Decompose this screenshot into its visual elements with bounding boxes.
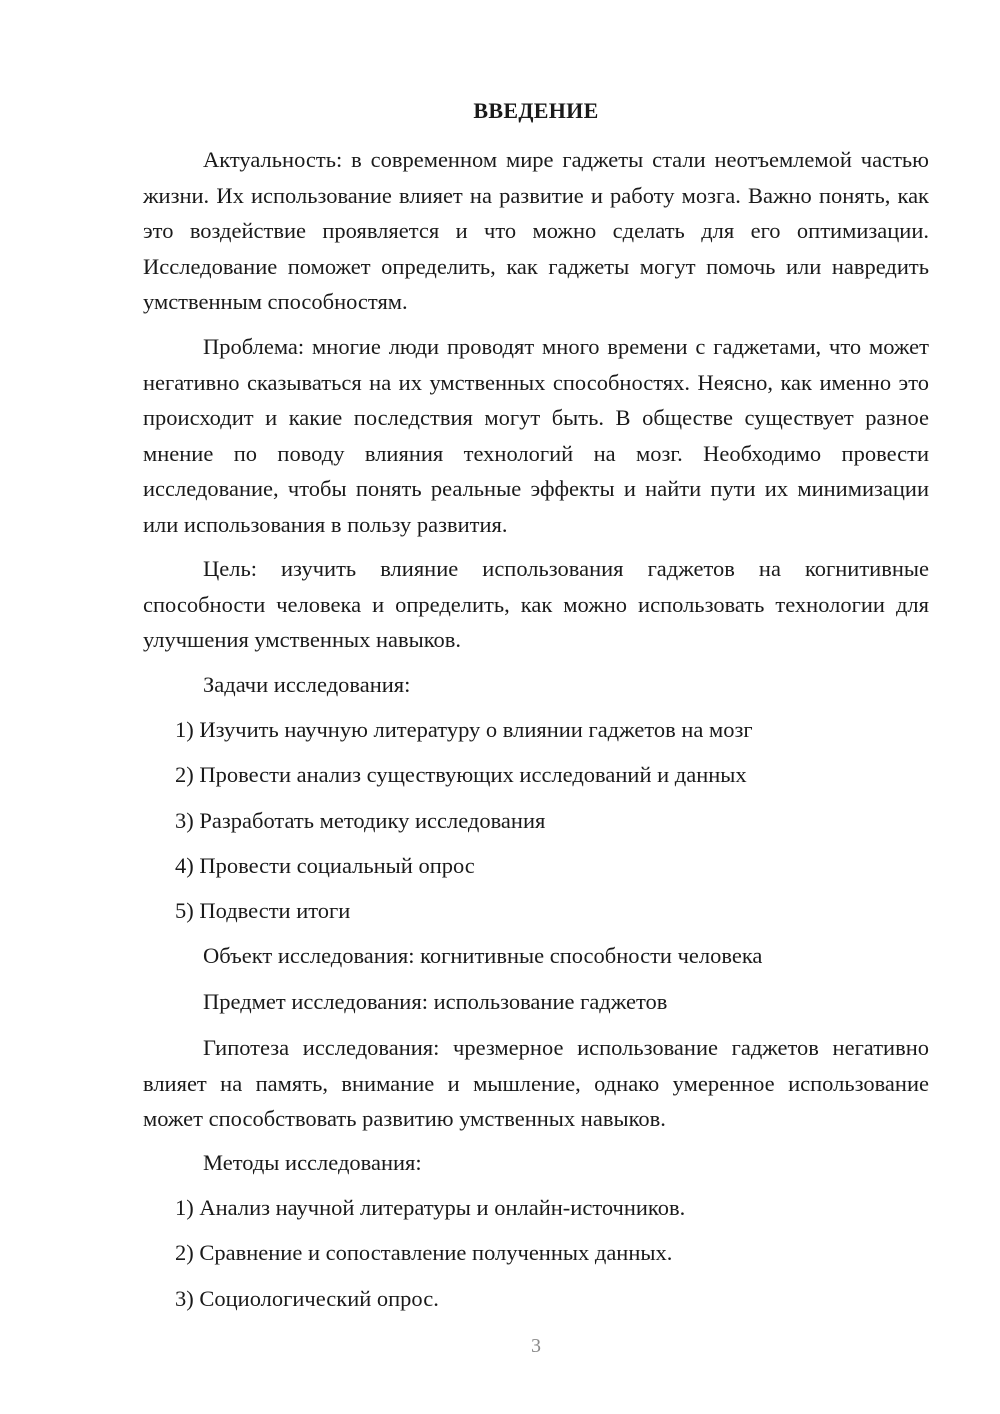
task-item-3: 3) Разработать методику исследования xyxy=(175,808,546,833)
research-subject: Предмет исследования: использование гаджетов xyxy=(203,989,668,1014)
task-item-4: 4) Провести социальный опрос xyxy=(175,853,475,878)
tasks-heading: Задачи исследования: xyxy=(203,672,411,697)
method-item-1: 1) Анализ научной литературы и онлайн-источников. xyxy=(175,1195,686,1220)
research-object: Объект исследования: когнитивные способности человека xyxy=(203,943,763,968)
page-title: ВВЕДЕНИЕ xyxy=(473,98,599,123)
problem-paragraph: Проблема: многие люди проводят много времени с гаджетами, что может негативно сказываться на их умственных способностях. Неясно, как именно это происходит и какие последствия могут быть. В обществе существует разное мнение по поводу влияния технологий на мозг. Необходимо провести исследование, чтобы понять реальные эффекты и найти пути их минимизации или использования в пользу развития. xyxy=(143,334,929,537)
method-item-2: 2) Сравнение и сопоставление полученных данных. xyxy=(175,1240,673,1265)
goal-paragraph: Цель: изучить влияние использования гаджетов на когнитивные способности человека и определить, как можно использовать технологии для улучшения умственных навыков. xyxy=(143,556,929,652)
task-item-5: 5) Подвести итоги xyxy=(175,898,351,923)
task-item-1: 1) Изучить научную литературу о влиянии гаджетов на мозг xyxy=(175,717,753,742)
methods-heading: Методы исследования: xyxy=(203,1150,422,1175)
hypothesis-paragraph: Гипотеза исследования: чрезмерное использование гаджетов негативно влияет на память, внимание и мышление, однако умеренное использование может способствовать развитию умственных навыков. xyxy=(143,1035,929,1131)
method-item-3: 3) Социологический опрос. xyxy=(175,1286,439,1311)
page-number: 3 xyxy=(531,1335,541,1357)
relevance-paragraph: Актуальность: в современном мире гаджеты стали неотъемлемой частью жизни. Их использование влияет на развитие и работу мозга. Важно понять, как это воздействие проявляется и что можно сделать для его оптимизации. Исследование поможет определить, как гаджеты могут помочь или навредить умственным способностям. xyxy=(143,147,929,314)
task-item-2: 2) Провести анализ существующих исследований и данных xyxy=(175,762,747,787)
